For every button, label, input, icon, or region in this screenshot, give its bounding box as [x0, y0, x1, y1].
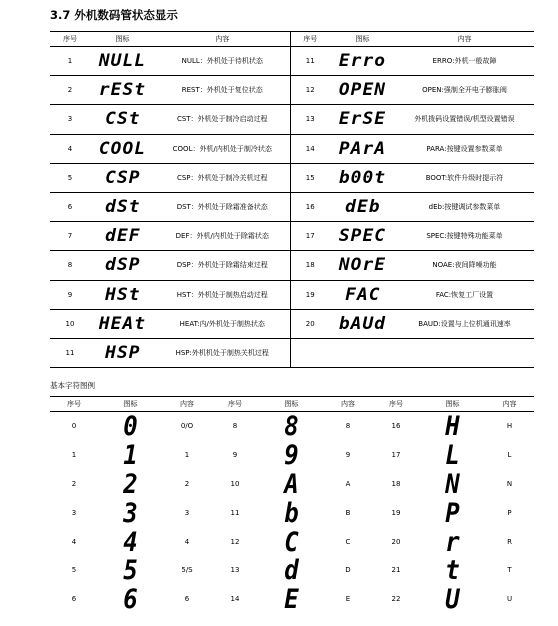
- row-content-cell: [395, 76, 534, 105]
- row-content-cell: [155, 47, 290, 76]
- row-index-cell: [50, 134, 90, 163]
- status-row: [50, 192, 534, 221]
- segment-glyph-icon-cell: [98, 498, 163, 527]
- segment-glyph-icon-cell: [420, 527, 485, 556]
- row-index: 18: [305, 261, 315, 270]
- row-content-cell: [155, 163, 290, 192]
- row-content: HST：外机处于制热启动过程: [176, 290, 268, 299]
- segment-glyph-icon-cell: [420, 441, 485, 470]
- char-index-cell: [50, 527, 98, 556]
- row-content-cell: [155, 280, 290, 309]
- row-index-cell: [50, 163, 90, 192]
- row-index-cell: [290, 47, 330, 76]
- char-index-cell: [211, 556, 259, 585]
- char-value-cell: [324, 527, 372, 556]
- row-content: 外机拨码设置错误/机型设置错误: [414, 115, 515, 124]
- char-index: 2: [71, 479, 77, 488]
- segment-display-icon-cell: [330, 134, 395, 163]
- char-row: [50, 556, 534, 585]
- char-index-cell: [211, 585, 259, 614]
- segment-glyph-icon: t: [445, 555, 460, 585]
- row-index-cell: [50, 76, 90, 105]
- char-index: 13: [230, 566, 240, 575]
- row-index: 17: [305, 232, 315, 241]
- segment-glyph-icon: L: [445, 440, 460, 470]
- row-index-cell: [50, 105, 90, 134]
- char-value: 4: [184, 537, 190, 546]
- header-index: 序号: [372, 397, 420, 412]
- char-value-cell: [485, 498, 534, 527]
- char-index: 1: [71, 451, 77, 460]
- segment-glyph-icon-cell: [259, 470, 324, 499]
- row-index-cell: [50, 309, 90, 338]
- char-value: U: [506, 595, 513, 604]
- row-index-cell: [290, 76, 330, 105]
- char-index-cell: [50, 412, 98, 441]
- row-content-cell: [155, 192, 290, 221]
- char-index: 9: [232, 451, 238, 460]
- char-index-cell: [372, 556, 420, 585]
- char-index: 18: [391, 479, 401, 488]
- char-index: 4: [71, 537, 77, 546]
- segment-display-icon: Erro: [338, 51, 387, 72]
- segment-glyph-icon-cell: [420, 498, 485, 527]
- segment-glyph-icon-cell: [420, 556, 485, 585]
- row-index: 8: [67, 261, 73, 270]
- row-index-cell: [50, 222, 90, 251]
- segment-display-icon: HSP: [104, 342, 141, 363]
- status-row: [50, 105, 534, 134]
- row-content: NOAE:夜间降噪功能: [432, 261, 497, 270]
- status-row: [50, 251, 534, 280]
- char-value: 0/O: [180, 422, 194, 431]
- status-row: [50, 47, 534, 76]
- char-index-cell: [211, 498, 259, 527]
- segment-glyph-icon: d: [284, 555, 299, 585]
- section-title: 3.7 外机数码管状态显示: [50, 8, 178, 22]
- header-icon: 图标: [90, 32, 155, 47]
- char-index-cell: [211, 412, 259, 441]
- row-content: SPEC:按键特殊功能菜单: [426, 232, 503, 241]
- row-content-cell: [395, 47, 534, 76]
- segment-glyph-icon-cell: [259, 556, 324, 585]
- segment-glyph-icon: r: [445, 527, 460, 556]
- segment-glyph-icon-cell: [98, 412, 163, 441]
- segment-glyph-icon: A: [284, 469, 299, 499]
- char-value-cell: [163, 441, 211, 470]
- char-value-cell: [485, 441, 534, 470]
- row-index: 6: [67, 203, 73, 212]
- char-value-cell: [163, 470, 211, 499]
- segment-glyph-icon: 0: [123, 411, 138, 441]
- char-index-cell: [211, 441, 259, 470]
- row-content-cell: [395, 163, 534, 192]
- status-row: [50, 309, 534, 338]
- segment-display-icon-cell: [90, 251, 155, 280]
- segment-glyph-icon: P: [445, 498, 460, 528]
- header-content: 内容: [485, 397, 534, 412]
- row-content-cell: [155, 338, 290, 367]
- segment-display-icon: CSP: [104, 167, 141, 188]
- char-value: E: [345, 595, 351, 604]
- status-row: [50, 163, 534, 192]
- char-value-cell: [485, 527, 534, 556]
- char-value-cell: [163, 412, 211, 441]
- row-content-cell: [395, 222, 534, 251]
- row-content-cell: [395, 251, 534, 280]
- char-index: 0: [71, 422, 77, 431]
- row-index: 3: [67, 115, 73, 124]
- row-index-cell: [290, 280, 330, 309]
- row-index: 12: [305, 86, 315, 95]
- row-index: 13: [305, 115, 315, 124]
- char-value-cell: [324, 498, 372, 527]
- char-index: 11: [230, 508, 240, 517]
- segment-glyph-icon: 9: [284, 440, 299, 470]
- char-value-cell: [324, 441, 372, 470]
- character-legend-table: [50, 396, 534, 614]
- char-row: [50, 441, 534, 470]
- segment-display-icon: dSP: [104, 255, 141, 276]
- char-value-cell: [324, 412, 372, 441]
- segment-display-icon: dEb: [344, 197, 381, 218]
- char-value: P: [507, 508, 512, 517]
- segment-glyph-icon-cell: [259, 441, 324, 470]
- segment-display-icon-cell: [90, 47, 155, 76]
- segment-display-icon-cell: [330, 163, 395, 192]
- char-row: [50, 527, 534, 556]
- row-index-cell: [290, 338, 330, 367]
- row-content: dEb:按键调试参数菜单: [428, 203, 501, 212]
- header-content: 内容: [163, 397, 211, 412]
- char-value: R: [507, 537, 512, 546]
- row-content: HEAT:内/外机处于制热状态: [179, 319, 265, 328]
- char-index-cell: [50, 556, 98, 585]
- char-value: 2: [184, 479, 190, 488]
- char-index: 12: [230, 537, 240, 546]
- segment-display-icon: HSt: [104, 284, 141, 305]
- header-index: 序号: [211, 397, 259, 412]
- char-index: 5: [71, 566, 77, 575]
- segment-display-icon: ErSE: [338, 109, 387, 130]
- char-value-cell: [163, 556, 211, 585]
- segment-glyph-icon-cell: [98, 556, 163, 585]
- segment-glyph-icon-cell: [259, 498, 324, 527]
- char-index: 20: [391, 537, 401, 546]
- char-value: A: [345, 479, 351, 488]
- row-content: PARA:按键设置参数菜单: [426, 144, 503, 153]
- segment-display-icon-cell: [90, 192, 155, 221]
- char-index-cell: [211, 527, 259, 556]
- status-table-header: [50, 32, 534, 47]
- header-index: 序号: [50, 32, 90, 47]
- segment-glyph-icon: H: [445, 411, 460, 441]
- segment-display-icon-cell: [330, 105, 395, 134]
- segment-glyph-icon: 4: [123, 527, 138, 556]
- row-content-cell: [155, 222, 290, 251]
- row-index: 11: [305, 57, 315, 66]
- row-index: 9: [67, 290, 73, 299]
- row-index: 10: [65, 319, 75, 328]
- row-index: 16: [305, 203, 315, 212]
- char-index-cell: [50, 470, 98, 499]
- segment-glyph-icon: b: [284, 498, 299, 528]
- segment-display-icon: SPEC: [338, 226, 387, 247]
- char-value-cell: [485, 556, 534, 585]
- row-content-cell: [395, 105, 534, 134]
- segment-display-icon: NOrE: [338, 255, 387, 276]
- row-content: REST：外机处于复位状态: [181, 86, 263, 95]
- segment-glyph-icon: 6: [123, 584, 138, 614]
- char-value: C: [345, 537, 351, 546]
- header-index: 序号: [290, 32, 330, 47]
- segment-glyph-icon: 1: [123, 440, 138, 470]
- char-value: T: [507, 566, 512, 575]
- segment-display-icon: bAUd: [338, 313, 387, 334]
- row-index: 2: [67, 86, 73, 95]
- char-value: D: [345, 566, 351, 575]
- segment-display-icon-cell: [330, 222, 395, 251]
- char-index-cell: [211, 470, 259, 499]
- segment-display-icon-cell: [330, 192, 395, 221]
- segment-display-icon-cell: [90, 280, 155, 309]
- segment-display-icon-cell: [330, 251, 395, 280]
- char-index-cell: [372, 527, 420, 556]
- row-content-cell: [395, 192, 534, 221]
- segment-glyph-icon-cell: [98, 585, 163, 614]
- row-index-cell: [50, 280, 90, 309]
- segment-glyph-icon: 3: [123, 498, 138, 528]
- char-value-cell: [163, 527, 211, 556]
- char-value: B: [345, 508, 351, 517]
- row-content: FAC:恢复工厂设置: [435, 290, 494, 299]
- char-table-header: [50, 397, 534, 412]
- row-content: DEF：外机/内机处于除霜状态: [175, 232, 269, 241]
- segment-display-icon-cell: [90, 309, 155, 338]
- char-index-cell: [372, 470, 420, 499]
- header-content: 内容: [324, 397, 372, 412]
- segment-display-icon-cell: [330, 280, 395, 309]
- char-row: [50, 412, 534, 441]
- segment-display-icon: FAC: [344, 284, 381, 305]
- char-value: 8: [345, 422, 351, 431]
- segment-display-icon: COOL: [98, 138, 147, 159]
- row-index: 4: [67, 144, 73, 153]
- segment-display-icon-cell: [90, 134, 155, 163]
- char-index: 22: [391, 595, 401, 604]
- row-index-cell: [290, 309, 330, 338]
- char-index: 14: [230, 595, 240, 604]
- char-value-cell: [324, 470, 372, 499]
- char-index: 10: [230, 479, 240, 488]
- segment-display-icon: dSt: [104, 197, 141, 218]
- row-index-cell: [290, 192, 330, 221]
- segment-display-icon-cell: [90, 338, 155, 367]
- segment-glyph-icon: E: [284, 584, 299, 614]
- row-content: CST：外机处于制冷启动过程: [176, 115, 268, 124]
- segment-glyph-icon-cell: [98, 527, 163, 556]
- char-value: H: [506, 422, 513, 431]
- header-content: 内容: [395, 32, 534, 47]
- row-content: DSP：外机处于除霜结束过程: [176, 261, 268, 270]
- row-content: OPEN:强制全开电子膨胀阀: [422, 86, 507, 95]
- row-content-cell: [155, 309, 290, 338]
- row-content-cell: [395, 338, 534, 367]
- char-value: 6: [184, 595, 190, 604]
- status-display-table: [50, 31, 534, 368]
- char-index: 17: [391, 451, 401, 460]
- row-index: 20: [305, 319, 315, 328]
- row-content-cell: [395, 280, 534, 309]
- char-index-cell: [50, 585, 98, 614]
- row-index-cell: [290, 251, 330, 280]
- row-index: 14: [305, 144, 315, 153]
- char-index: 21: [391, 566, 401, 575]
- row-content-cell: [155, 105, 290, 134]
- row-index-cell: [290, 163, 330, 192]
- char-value: 3: [184, 508, 190, 517]
- segment-glyph-icon: C: [284, 527, 299, 556]
- segment-glyph-icon: 8: [284, 411, 299, 441]
- row-content-cell: [155, 251, 290, 280]
- status-row: [50, 76, 534, 105]
- segment-display-icon: HEAt: [98, 313, 147, 334]
- row-content-cell: [395, 309, 534, 338]
- segment-glyph-icon: 5: [123, 555, 138, 585]
- segment-glyph-icon-cell: [259, 412, 324, 441]
- segment-glyph-icon: U: [445, 584, 460, 614]
- segment-glyph-icon-cell: [420, 412, 485, 441]
- row-content: ERRO:外机一般故障: [432, 57, 497, 66]
- row-index: 7: [67, 232, 73, 241]
- header-icon: 图标: [259, 397, 324, 412]
- char-index-cell: [372, 498, 420, 527]
- char-value-cell: [485, 585, 534, 614]
- char-index-cell: [50, 498, 98, 527]
- char-index: 16: [391, 422, 401, 431]
- char-row: [50, 470, 534, 499]
- segment-glyph-icon: N: [445, 469, 460, 499]
- row-content-cell: [155, 134, 290, 163]
- char-value-cell: [485, 412, 534, 441]
- row-index-cell: [50, 192, 90, 221]
- status-row: [50, 134, 534, 163]
- row-index-cell: [50, 251, 90, 280]
- status-row: [50, 222, 534, 251]
- segment-display-icon-cell: [90, 76, 155, 105]
- segment-glyph-icon-cell: [420, 585, 485, 614]
- row-index-cell: [50, 47, 90, 76]
- char-index-cell: [372, 585, 420, 614]
- row-content-cell: [155, 76, 290, 105]
- row-index: 11: [65, 348, 75, 357]
- char-value-cell: [163, 498, 211, 527]
- segment-display-icon-cell: [330, 76, 395, 105]
- char-value-cell: [163, 585, 211, 614]
- char-index: 6: [71, 595, 77, 604]
- header-icon: 图标: [420, 397, 485, 412]
- segment-display-icon: rESt: [98, 80, 147, 101]
- segment-display-icon-cell: [90, 163, 155, 192]
- segment-glyph-icon-cell: [259, 527, 324, 556]
- row-content: BAUD:设置与上位机通讯速率: [418, 319, 511, 328]
- row-content-cell: [395, 134, 534, 163]
- header-content: 内容: [155, 32, 290, 47]
- row-index: 1: [67, 57, 73, 66]
- segment-glyph-icon-cell: [420, 470, 485, 499]
- row-content: CSP：外机处于制冷关机过程: [176, 173, 268, 182]
- row-content: NULL：外机处于待机状态: [181, 57, 263, 66]
- char-index-cell: [372, 441, 420, 470]
- char-value: 5/S: [181, 566, 193, 575]
- char-value: 9: [345, 451, 351, 460]
- row-content: COOL：外机/内机处于制冷状态: [172, 144, 272, 153]
- segment-display-icon-cell: [90, 222, 155, 251]
- row-content: HSP:外机机处于制热关机过程: [175, 348, 269, 357]
- row-index: 19: [305, 290, 315, 299]
- header-index: 序号: [50, 397, 98, 412]
- segment-display-icon-cell: [90, 105, 155, 134]
- char-index-cell: [372, 412, 420, 441]
- row-index: 5: [67, 173, 73, 182]
- row-index-cell: [290, 134, 330, 163]
- segment-display-icon: OPEN: [338, 80, 387, 101]
- header-icon: 图标: [98, 397, 163, 412]
- segment-display-icon-cell: [330, 338, 395, 367]
- segment-display-icon: NULL: [98, 51, 147, 72]
- char-index: 8: [232, 422, 238, 431]
- segment-display-icon: PArA: [338, 138, 387, 159]
- segment-glyph-icon-cell: [259, 585, 324, 614]
- row-content: DST：外机处于除霜准备状态: [176, 203, 268, 212]
- segment-glyph-icon-cell: [98, 441, 163, 470]
- segment-glyph-icon: 2: [123, 469, 138, 499]
- segment-display-icon-cell: [330, 47, 395, 76]
- row-index-cell: [290, 105, 330, 134]
- char-index: 3: [71, 508, 77, 517]
- row-index: 15: [305, 173, 315, 182]
- row-index-cell: [50, 338, 90, 367]
- char-table-caption: 基本字符图例: [50, 381, 95, 390]
- segment-display-icon: dEF: [104, 226, 141, 247]
- status-row: [50, 280, 534, 309]
- char-value-cell: [324, 585, 372, 614]
- char-value: N: [506, 479, 513, 488]
- header-icon: 图标: [330, 32, 395, 47]
- char-index-cell: [50, 441, 98, 470]
- char-index: 19: [391, 508, 401, 517]
- segment-display-icon-cell: [330, 309, 395, 338]
- char-value-cell: [485, 470, 534, 499]
- row-content: BOOT:软件升级时提示符: [425, 173, 504, 182]
- char-row: [50, 585, 534, 614]
- char-value-cell: [324, 556, 372, 585]
- row-index-cell: [290, 222, 330, 251]
- char-row: [50, 498, 534, 527]
- segment-display-icon: b00t: [338, 167, 387, 188]
- char-value: 1: [184, 451, 190, 460]
- segment-display-icon: CSt: [104, 109, 141, 130]
- status-row: [50, 338, 534, 367]
- segment-glyph-icon-cell: [98, 470, 163, 499]
- char-value: L: [507, 451, 512, 460]
